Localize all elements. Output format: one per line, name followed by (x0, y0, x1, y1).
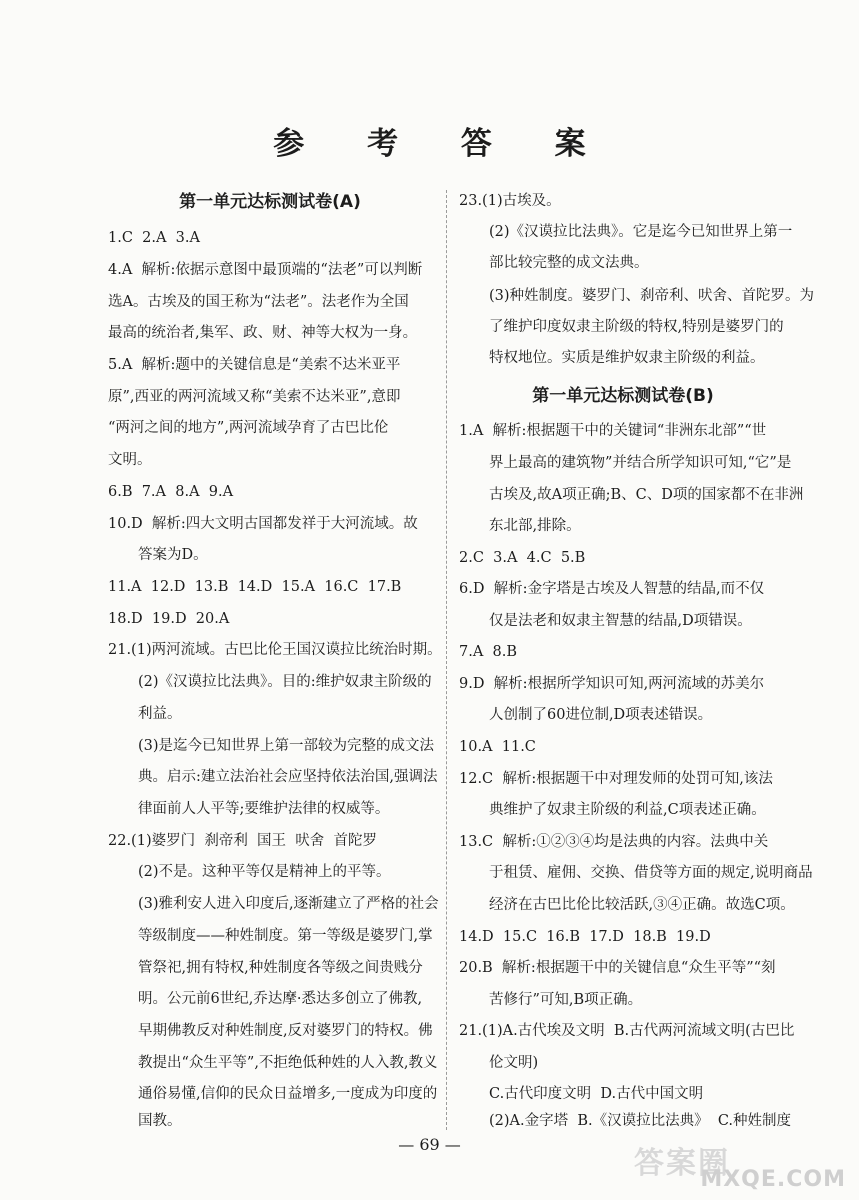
page-number: — 69 — (398, 1135, 461, 1154)
answer-line: “两河之间的地方”,两河流域孕育了古巴比伦 (108, 420, 389, 436)
answer-line: 界上最高的建筑物”并结合所学知识可知,“它”是 (489, 455, 792, 471)
answer-line: 21.(1)A.古代埃及文明 B.古代两河流域文明(古巴比 (459, 1023, 795, 1039)
answer-line: 2.C 3.A 4.C 5.B (459, 550, 586, 566)
answer-line: 通俗易懂,信仰的民众日益增多,一度成为印度的 (138, 1086, 438, 1102)
answer-line: (2)A.金字塔 B.《汉谟拉比法典》 C.种姓制度 (489, 1113, 792, 1129)
answer-line: 伦文明) (489, 1055, 539, 1071)
column-divider (446, 190, 447, 1130)
section-heading-a: 第一单元达标测试卷(A) (179, 192, 361, 212)
answer-line: 10.A 11.C (459, 739, 536, 755)
answer-line: (3)种姓制度。婆罗门、刹帝利、吠舍、首陀罗。为 (489, 288, 815, 304)
answer-line: 早期佛教反对种姓制度,反对婆罗门的特权。佛 (138, 1023, 433, 1039)
answer-line: 律面前人人平等;要维护法律的权威等。 (138, 801, 390, 817)
answer-line: 6.B 7.A 8.A 9.A (108, 484, 234, 500)
answer-line: 5.A 解析:题中的关键信息是“美索不达米亚平 (108, 357, 401, 373)
answer-line: (3)雅利安人进入印度后,逐渐建立了严格的社会 (138, 896, 439, 912)
answer-line: 答案为D。 (138, 547, 208, 563)
answer-line: 特权地位。实质是维护奴隶主阶级的利益。 (489, 350, 765, 366)
answer-line: 等级制度——种姓制度。第一等级是婆罗门,掌 (138, 928, 433, 944)
answer-line: 13.C 解析:①②③④均是法典的内容。法典中关 (459, 834, 769, 850)
answer-line: 经济在古巴比伦比较活跃,③④正确。故选C项。 (489, 897, 795, 913)
answer-line: 典维护了奴隶主阶级的利益,C项表述正确。 (489, 802, 766, 818)
answer-line: 10.D 解析:四大文明古国都发祥于大河流域。故 (108, 516, 418, 532)
answer-line: 利益。 (138, 706, 182, 722)
answer-line: 文明。 (108, 452, 152, 468)
answer-line: 于租赁、雇佣、交换、借贷等方面的规定,说明商品 (489, 865, 813, 881)
page-title: 参 考 答 案 (273, 126, 612, 162)
answer-line: 6.D 解析:金字塔是古埃及人智慧的结晶,而不仅 (459, 581, 765, 597)
answer-line: 14.D 15.C 16.B 17.D 18.B 19.D (459, 929, 711, 945)
answer-line: 教提出“众生平等”,不拒绝低种姓的人入教,教义 (138, 1055, 438, 1071)
section-heading-b: 第一单元达标测试卷(B) (532, 386, 714, 406)
watermark-seal: 答案圈 (634, 1146, 730, 1181)
answer-line: 了维护印度奴隶主阶级的特权,特别是婆罗门的 (489, 319, 784, 335)
answer-line: 12.C 解析:根据题干中对理发师的处罚可知,该法 (459, 771, 773, 787)
answer-line: 人创制了60进位制,D项表述错误。 (489, 707, 713, 723)
answer-line: (2)《汉谟拉比法典》。它是迄今已知世界上第一 (489, 224, 793, 240)
answer-line: (3)是迄今已知世界上第一部较为完整的成文法 (138, 738, 435, 754)
answer-line: 最高的统治者,集军、政、财、神等大权为一身。 (108, 325, 418, 341)
answer-line: C.古代印度文明 D.古代中国文明 (489, 1086, 704, 1102)
answer-line: 11.A 12.D 13.B 14.D 15.A 16.C 17.B (108, 579, 402, 595)
answer-line: 古埃及,故A项正确;B、C、D项的国家都不在非洲 (489, 487, 804, 503)
watermark-logo (626, 1138, 850, 1194)
answer-line: 明。公元前6世纪,乔达摩·悉达多创立了佛教, (138, 991, 423, 1007)
answer-line: 23.(1)古埃及。 (459, 193, 561, 209)
answer-line: 18.D 19.D 20.A (108, 611, 230, 627)
watermark-url: MXQE.COM (700, 1167, 846, 1192)
answer-line: 管祭祀,拥有特权,种姓制度各等级之间贵贱分 (138, 960, 423, 976)
answer-line: 22.(1)婆罗门 刹帝利 国王 吠舍 首陀罗 (108, 833, 377, 849)
answer-line: 仅是法老和奴隶主智慧的结晶,D项错误。 (489, 613, 752, 629)
answer-line: 部比较完整的成文法典。 (489, 255, 649, 271)
answer-line: 21.(1)两河流域。古巴比伦王国汉谟拉比统治时期。 (108, 642, 442, 658)
answer-line: 选A。古埃及的国王称为“法老”。法老作为全国 (108, 294, 409, 310)
answer-line: 7.A 8.B (459, 644, 518, 660)
answer-line: 1.A 解析:根据题干中的关键词“非洲东北部”“世 (459, 423, 767, 439)
answer-line: 4.A 解析:依据示意图中最顶端的“法老”可以判断 (108, 262, 423, 278)
answer-line: 国教。 (138, 1113, 182, 1129)
answer-line: (2)《汉谟拉比法典》。目的:维护奴隶主阶级的 (138, 674, 432, 690)
answer-line: 苦修行”可知,B项正确。 (489, 992, 643, 1008)
answer-line: 东北部,排除。 (489, 518, 581, 534)
answer-line: 9.D 解析:根据所学知识可知,两河流域的苏美尔 (459, 676, 765, 692)
answer-line: (2)不是。这种平等仅是精神上的平等。 (138, 864, 391, 880)
answer-line: 1.C 2.A 3.A (108, 230, 200, 246)
answer-line: 原”,西亚的两河流域又称“美索不达米亚”,意即 (108, 389, 401, 405)
answer-line: 典。启示:建立法治社会应坚持依法治国,强调法 (138, 769, 438, 785)
answer-line: 20.B 解析:根据题干中的关键信息“众生平等”“刻 (459, 960, 776, 976)
